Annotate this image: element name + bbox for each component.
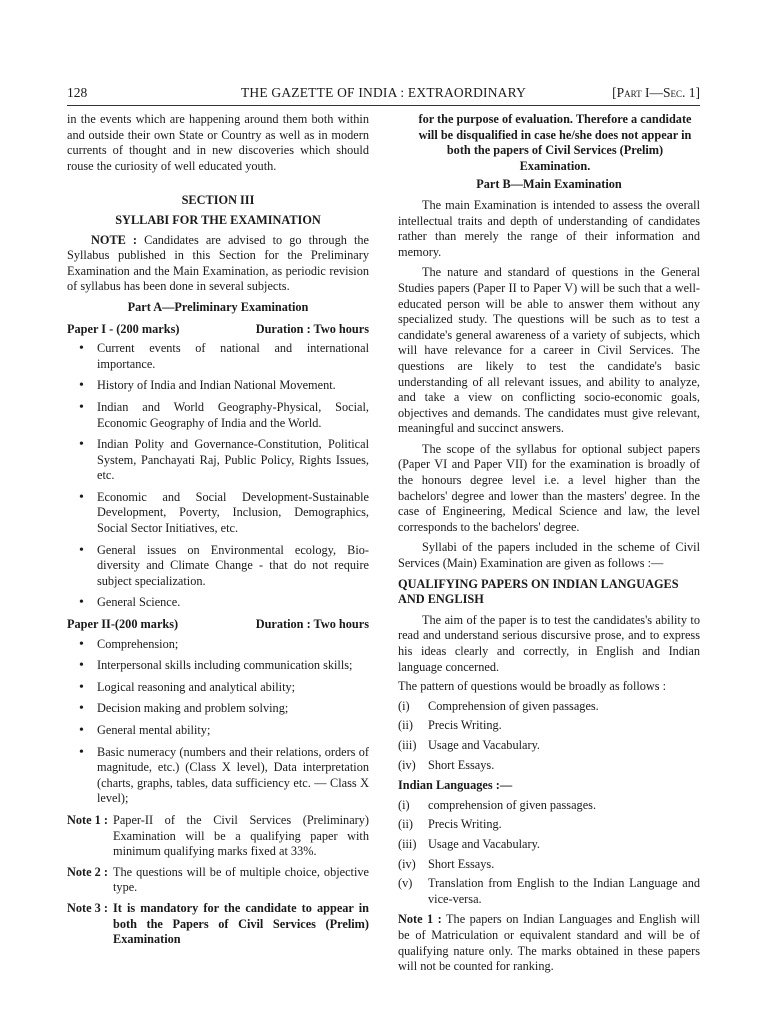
list-item: • Economic and Social Development-Sustainable Development, Poverty, Inclusion, Demographics, Social Sector Initiatives, etc. [67, 490, 369, 537]
qualifying-papers-heading: QUALIFYING PAPERS ON INDIAN LANGUAGES AND ENGLISH [398, 576, 679, 607]
list-item: • Indian and World Geography-Physical, Social, Economic Geography of India and the World. [67, 400, 369, 431]
note-paragraph [67, 233, 369, 295]
paper1-list [67, 341, 369, 611]
list-item: (ii) Precis Writing. [398, 718, 502, 733]
list-item: (v) Translation from English to the Indian Language and vice-versa. [398, 876, 700, 906]
indian-pattern-list [398, 798, 700, 908]
paper2-heading [67, 617, 369, 633]
syllabi-intro-paragraph: Syllabi of the papers included in the scheme of Civil Services (Main) Examination are given as follows :— [398, 540, 700, 571]
note-3-text: It is mandatory for the candidate to appear in both the Papers of Civil Services (Prelim) Examination [113, 900, 369, 947]
section-heading: SECTION III [181, 193, 255, 208]
syllabi-heading: SYLLABI FOR THE EXAMINATION [115, 212, 321, 227]
note-2-text: The questions will be of multiple choice, objective type. [113, 864, 369, 895]
note-1-label: Note 1 : [67, 812, 108, 827]
note-3 [67, 901, 369, 948]
gazette-title: THE GAZETTE OF INDIA : EXTRAORDINARY [240, 85, 527, 100]
paper2-label: Paper II-(200 marks) [67, 617, 179, 632]
list-item: • Comprehension; [67, 637, 369, 653]
optional-subject-paragraph: The scope of the syllabus for optional subject papers (Paper VI and Paper VII) for the examination is broadly of the honours degree level i.e. a level higher than the bachelors' degree and lower than the masters' degree. In the case of Engineering, Medical Science and law, the level corresponds to the bachelors' degree. [398, 441, 700, 534]
aim-paragraph: The aim of the paper is to test the candidates's ability to read and understand serious discursive prose, and to express his ideas clearly and correctly, in English and Indian language concerned. [398, 612, 700, 674]
list-item: (iv) Short Essays. [398, 757, 495, 772]
part-a-heading: Part A—Preliminary Examination [127, 299, 309, 314]
list-item: • Current events of national and international importance. [67, 341, 369, 372]
list-item: (i) comprehension of given passages. [398, 797, 597, 812]
list-item: • General issues on Environmental ecology, Bio-diversity and Climate Change - that do not require subject specialization. [67, 543, 369, 590]
general-studies-paragraph: The nature and standard of questions in the General Studies papers (Paper II to Paper V) will be such that a well-educated person will be able to answer them without any specialized study. The questions will be such as to test a candidate's general awareness of a variety of subjects, which will have relevance for a career in Civil Services. The questions are likely to test the candidate's basic understanding of all relevant issues, and ability to analyze, and take a view on conflicting socio-economic goals, objectives and demands. The candidates must give relevant, meaningful and succinct answers. [398, 265, 700, 436]
list-item: • Interpersonal skills including communication skills; [67, 658, 369, 674]
languages-note-1-text: The papers on Indian Languages and English will be of Matriculation or equivalent standard and will be of qualifying nature only. The marks obtained in these papers will not be counted for ranking. [398, 912, 700, 974]
list-item: • History of India and Indian National Movement. [67, 378, 369, 394]
list-item: • Decision making and problem solving; [67, 701, 369, 717]
languages-note-1 [398, 912, 700, 974]
main-exam-paragraph: The main Examination is intended to assess the overall intellectual traits and depth of understanding of candidates rather than merely the range of their information and memory. [398, 197, 700, 259]
list-item: (iii) Usage and Vacabulary. [398, 737, 540, 752]
paper1-duration: Duration : Two hours [255, 321, 369, 336]
list-item: (i) Comprehension of given passages. [398, 698, 599, 713]
list-item: • General mental ability; [67, 723, 369, 739]
list-item: (iv) Short Essays. [398, 856, 495, 871]
list-item: (ii) Precis Writing. [398, 817, 502, 832]
languages-note-1-label: Note 1 : [398, 912, 442, 927]
note-1 [67, 813, 369, 860]
paper2-list [67, 637, 369, 807]
part-section-label: [Part I—Sec. 1] [612, 85, 700, 100]
note-3-label: Note 3 : [67, 900, 108, 915]
list-item: • Logical reasoning and analytical ability; [67, 680, 369, 696]
list-item: • General Science. [67, 595, 369, 611]
pattern-line: The pattern of questions would be broadly as follows : [398, 679, 667, 694]
note-2-label: Note 2 : [67, 864, 108, 879]
list-item: • Indian Polity and Governance-Constitution, Political System, Panchayati Raj, Public Policy, Rights Issues, etc. [67, 437, 369, 484]
intro-paragraph: in the events which are happening around them both within and outside their own State or Country as well as in modern currents of thought and in new discoveries which should rouse the curiosity of well educated youth. [67, 112, 369, 173]
continued-paragraph: for the purpose of evaluation. Therefore a candidate will be disqualified in case he/she does not appear in both the papers of Civil Services (Prelim) Examination. [418, 112, 692, 173]
header-rule [67, 105, 700, 106]
paper1-label: Paper I - (200 marks) [67, 321, 180, 336]
list-item: (iii) Usage and Vacabulary. [398, 836, 540, 851]
english-pattern-list [398, 699, 700, 773]
paper2-duration: Duration : Two hours [255, 617, 369, 632]
note-label: NOTE : [91, 232, 138, 247]
note-2 [67, 865, 369, 896]
note-text: Candidates are advised to go through the Syllabus published in this Section for the Preliminary Examination and the Main Examination, as periodic revision of syllabus has been done in several subjects. [67, 232, 369, 294]
page-header [67, 84, 700, 102]
page-number: 128 [67, 85, 88, 100]
indian-languages-heading: Indian Languages :— [398, 778, 513, 793]
left-column [67, 112, 369, 948]
part-b-heading: Part B—Main Examination [476, 177, 622, 192]
note-1-text: Paper-II of the Civil Services (Preliminary) Examination will be a qualifying paper with minimum qualifying marks fixed at 33%. [113, 812, 369, 859]
paper1-heading [67, 322, 369, 338]
list-item: • Basic numeracy (numbers and their relations, orders of magnitude, etc.) (Class X level), Data interpretation (charts, graphs, tables, data sufficiency etc. — Class X level); [67, 745, 369, 807]
right-column [398, 112, 700, 975]
